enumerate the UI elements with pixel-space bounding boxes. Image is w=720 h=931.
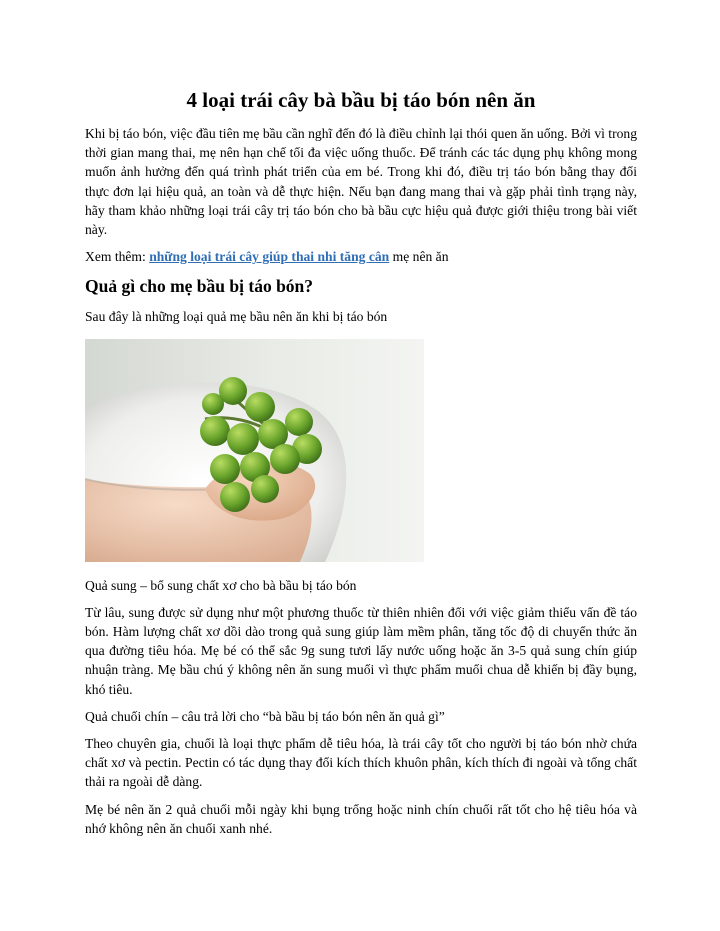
section-intro: Sau đây là những loại quả mẹ bầu nên ăn khi bị táo bón bbox=[85, 309, 388, 325]
see-also-prefix: Xem thêm: bbox=[85, 249, 150, 265]
section-heading: Quả gì cho mẹ bầu bị táo bón? bbox=[85, 276, 314, 297]
see-also-link[interactable]: những loại trái cây giúp thai nhi tăng cân bbox=[149, 249, 390, 265]
intro-paragraph: Khi bị táo bón, việc đầu tiên mẹ bầu cần nghĩ đến đó là điều chỉnh lại thói quen ăn uống. Bởi vì trong thời gian mang thai, mẹ nên hạn chế tối đa việc uống thuốc. Để tránh các tác dụng phụ không mong muốn ảnh hưởng đến quá trình phát triển của em bé. Trong khi đó, điều trị táo bón bằng thay đổi thực đơn lại hiệu quả, an toàn và dễ thực hiện. Nếu bạn đang mang thai và gặp phải tình trạng này, hãy tham khảo những loại trái cây trị táo bón cho bà bầu cực hiệu quả được giới thiệu trong bài viết này. bbox=[85, 126, 637, 238]
banana-paragraph-1: Theo chuyên gia, chuối là loại thực phẩm dễ tiêu hóa, là trái cây tốt cho người bị táo bón nhờ chứa chất xơ và pectin. Pectin có tác dụng thay đổi kích thích khuôn phân, kích thích đi ngoài và tống chất thải ra ngoài dễ dàng. bbox=[85, 736, 637, 790]
see-also-line bbox=[85, 247, 637, 266]
see-also-suffix: mẹ nên ăn bbox=[389, 249, 449, 265]
article-title: 4 loại trái cây bà bầu bị táo bón nên ăn bbox=[186, 88, 536, 112]
banana-paragraph-2: Mẹ bé nên ăn 2 quả chuối mỗi ngày khi bụng trống hoặc ninh chín chuối rất tốt cho hệ tiêu hóa và nhớ không nên ăn chuối xanh nhé. bbox=[85, 801, 637, 836]
fig-caption: Quả sung – bổ sung chất xơ cho bà bầu bị táo bón bbox=[85, 577, 357, 593]
banana-caption: Quả chuối chín – câu trả lời cho “bà bầu bị táo bón nên ăn quả gì” bbox=[85, 708, 445, 724]
pregnant-belly-with-green-figs-photo bbox=[85, 339, 424, 562]
article bbox=[85, 86, 637, 846]
fig-paragraph: Từ lâu, sung được sử dụng như một phương thuốc từ thiên nhiên đối với việc giảm thiểu vấn đề táo bón. Hàm lượng chất xơ dồi dào trong quả sung giúp làm mềm phân, tăng tốc độ di chuyển thức ăn qua đường tiêu hóa. Mẹ bé có thể sắc 9g sung tươi lấy nước uống hoặc ăn 3-5 quả sung chín giúp nhuận tràng. Mẹ bầu chú ý không nên ăn sung muối vì thực phẩm muối chua dễ khiến bị đầy bụng, khó tiêu. bbox=[85, 604, 637, 697]
